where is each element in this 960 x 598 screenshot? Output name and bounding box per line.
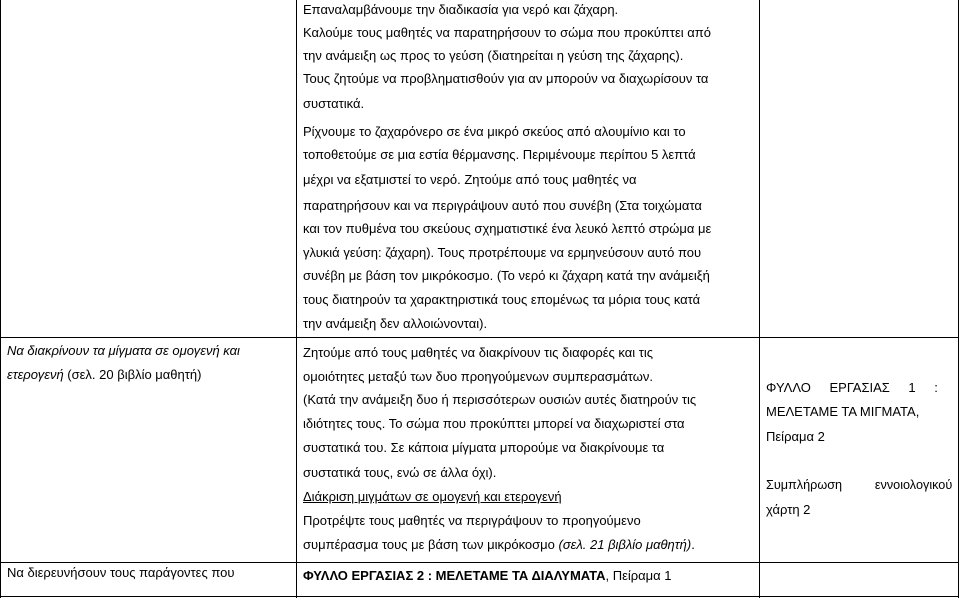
text-line: την ανάμειξη ως προς το γεύση (διατηρείται η γεύση της ζάχαρης). [303,48,684,63]
text-line: γλυκιά γεύση: ζάχαρη). Τους προτρέπουμε να ερμηνεύσουν αυτό που [303,245,702,260]
experiment-label: , Πείραμα 1 [605,568,672,583]
worksheet-title-bold: ΦΥΛΛΟ ΕΡΓΑΣΙΑΣ 2 : ΜΕΛΕΤΑΜΕ ΤΑ ΔΙΑΛΥΜΑΤΑ [303,568,606,583]
text-line: συστατικά του. Σε κάποια μίγματα μπορούμε να διακρίνουμε τα [303,440,665,455]
text-line: Προτρέψτε τους μαθητές να περιγράψουν το προηγούμενο [303,513,641,528]
text-line: παρατηρήσουν και να περιγράψουν αυτό που συνέβη (Στα τοιχώματα [303,198,702,213]
objective-text-line [7,367,201,383]
book-reference: (σελ. 21 βιβλίο μαθητή) [558,537,692,552]
experiment-label: Πείραμα 2 [766,429,825,444]
text-line: ομοιότητες μεταξύ των δυο προηγούμενων συμπερασμάτων. [303,369,654,384]
text-line: συστατικά τους, ενώ σε άλλα όχι). [303,465,497,480]
row-divider-1 [0,337,959,338]
row-divider-2 [0,562,959,563]
section-heading-underlined: Διάκριση μιγμάτων σε ομογενή και ετερογενή [303,489,562,504]
concept-map-label: Συμπλήρωση εννοιολογικού [766,477,953,492]
text-line: συστατικά. [303,96,365,111]
text-line: Τους ζητούμε να προβληματισθούν για αν μπορούν να διαχωρίσουν τα [303,71,709,86]
text-line: Επαναλαμβάνουμε την διαδικασία για νερό και ζάχαρη. [303,2,619,17]
objective-text-line: Να διερευνήσουν τους παράγοντες που [7,565,235,580]
objective-text-line: Να διακρίνουν τα μίγματα σε ομογενή και [7,343,240,358]
text-plain: συμπέρασμα τους με βάση των μικρόκοσμο [303,537,559,552]
text-line [303,537,695,553]
text-line: Ζητούμε από τους μαθητές να διακρίνουν τις διαφορές και τις [303,345,654,360]
text-line: την ανάμειξη δεν αλλοιώνονται). [303,316,488,331]
column-divider-left [296,0,297,598]
worksheet-title-line: ΜΕΛΕΤΑΜΕ ΤΑ ΜΙΓΜΑΤΑ, [766,404,920,419]
text-line: (Κατά την ανάμειξη δυο ή περισσότερων ουσιών αυτές διατηρούν τις [303,392,697,407]
text-line: τοποθετούμε σε μια εστία θέρμανσης. Περιμένουμε περίπου 5 λεπτά [303,147,696,162]
worksheet-reference [303,568,672,584]
objective-page-reference: (σελ. 20 βιβλίο μαθητή) [63,367,202,382]
table-right-border [958,0,959,598]
text-line: μέχρι να εξατμιστεί το νερό. Ζητούμε από τους μαθητές να [303,172,637,187]
table-bottom-border [0,596,959,597]
text-plain: . [691,537,695,552]
worksheet-title-line: ΦΥΛΛΟ ΕΡΓΑΣΙΑΣ 1 : [766,380,938,395]
text-line: συνέβη με βάση τον μικρόκοσμο. (Το νερό κι ζάχαρη κατά την ανάμειξή [303,268,710,283]
text-line: και τον πυθμένα του σκεύους σχηματιστικέ ένα λευκό λεπτό στρώμα με [303,221,712,236]
text-line: Ρίχνουμε το ζαχαρόνερο σε ένα μικρό σκεύος από αλουμίνιο και το [303,124,686,139]
text-line: ιδιότητες τους. Το σώμα που προκύπτει μπορεί να διαχωριστεί στα [303,416,685,431]
text-line: Καλούμε τους μαθητές να παρατηρήσουν το σώμα που προκύπτει από [303,25,711,40]
text-line: τους διατηρούν τα χαρακτηριστικά τους επομένως τα μόρια τους κατά [303,292,701,307]
column-divider-right [759,0,760,598]
objective-italic-term: ετερογενή [7,367,64,382]
table-left-border [0,0,1,598]
concept-map-label: χάρτη 2 [766,502,811,517]
